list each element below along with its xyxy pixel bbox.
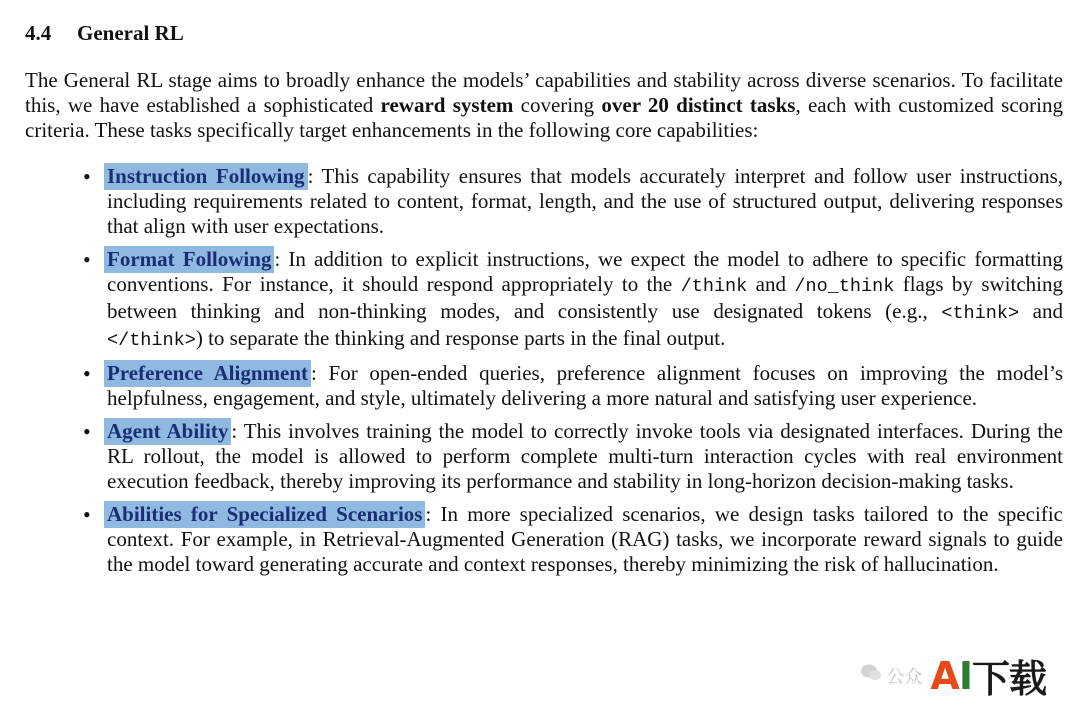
- intro-paragraph: [25, 68, 1063, 143]
- watermark-logo-i: I: [958, 653, 972, 698]
- list-item-instruction-following: [107, 164, 1063, 239]
- list-item-agent-ability: [107, 419, 1063, 494]
- intro-text-3: , each with customized scoring criteria. These tasks specifically target enhancements in the following core capabilities:: [25, 93, 1063, 142]
- bullet-text: : This involves training the model to correctly invoke tools via designated interfaces. During the RL rollout, the model is allowed to perform complete multi-turn interaction cycles with real environment execution feedback, thereby improving its performance and stability in long-horizon decision-making tasks.: [107, 419, 1063, 493]
- bullet-text: : This capability ensures that models accurately interpret and follow user instructions, including requirements related to content, format, length, and the use of structured output, delivering responses that align with user expectations.: [107, 164, 1063, 238]
- highlighted-term: Agent Ability: [104, 418, 231, 445]
- bullet-text: and: [1019, 299, 1063, 323]
- section-number: 4.4: [25, 21, 52, 45]
- bullet-text: : In addition to explicit instructions, we expect the model to adhere to specific formatting conventions. For instance, it should respond appropriately to the: [107, 247, 1063, 296]
- highlighted-term: Abilities for Specialized Scenarios: [104, 501, 425, 528]
- watermark-logo: [930, 648, 1046, 703]
- chat-bubble-icon: [860, 663, 882, 688]
- section-title: General RL: [77, 21, 184, 45]
- bullet-text: flags by switching between thinking and non-thinking modes, and consistently use designated tokens (e.g.,: [107, 272, 1063, 323]
- code-think-close-tag: </think>: [107, 330, 196, 351]
- watermark-logo-a: A: [930, 653, 959, 698]
- watermark-faint-text: 公众: [886, 666, 923, 688]
- code-think-flag: /think: [680, 276, 748, 297]
- code-no-think-flag: /no_think: [794, 276, 895, 297]
- watermark-faint: [860, 663, 922, 689]
- section-heading: [25, 18, 1063, 48]
- list-item-specialized-scenarios: [107, 502, 1063, 577]
- intro-bold-reward-system: reward system: [380, 93, 514, 117]
- highlighted-term: Instruction Following: [104, 163, 308, 190]
- intro-text-1: The General RL stage aims to broadly enhance the models’ capabilities and stability across diverse scenarios. To facilitate this, we have established a sophisticated: [25, 68, 1063, 117]
- list-item-preference-alignment: [107, 361, 1063, 411]
- bullet-text: ) to separate the thinking and response parts in the final output.: [195, 326, 726, 350]
- highlighted-term: Preference Alignment: [104, 360, 311, 387]
- highlighted-term: Format Following: [104, 246, 274, 273]
- code-think-open-tag: <think>: [941, 303, 1020, 324]
- watermark: [860, 648, 1046, 703]
- intro-text-2: covering: [513, 93, 602, 117]
- list-item-format-following: [107, 247, 1063, 353]
- page-content: [25, 18, 1063, 585]
- watermark-logo-text: 下载: [971, 657, 1046, 701]
- capability-list: [25, 164, 1063, 577]
- bullet-text: : For open-ended queries, preference alignment focuses on improving the model’s helpfulness, engagement, and style, ultimately delivering a more natural and satisfying user experience.: [107, 361, 1064, 410]
- intro-bold-task-count: over 20 distinct tasks: [601, 93, 796, 117]
- bullet-text: and: [747, 272, 795, 296]
- bullet-text: : In more specialized scenarios, we design tasks tailored to the specific context. For example, in Retrieval-Augmented Generation (RAG) tasks, we incorporate reward signals to guide the model toward generating accurate and context responses, thereby minimizing the risk of hallucination.: [107, 502, 1063, 576]
